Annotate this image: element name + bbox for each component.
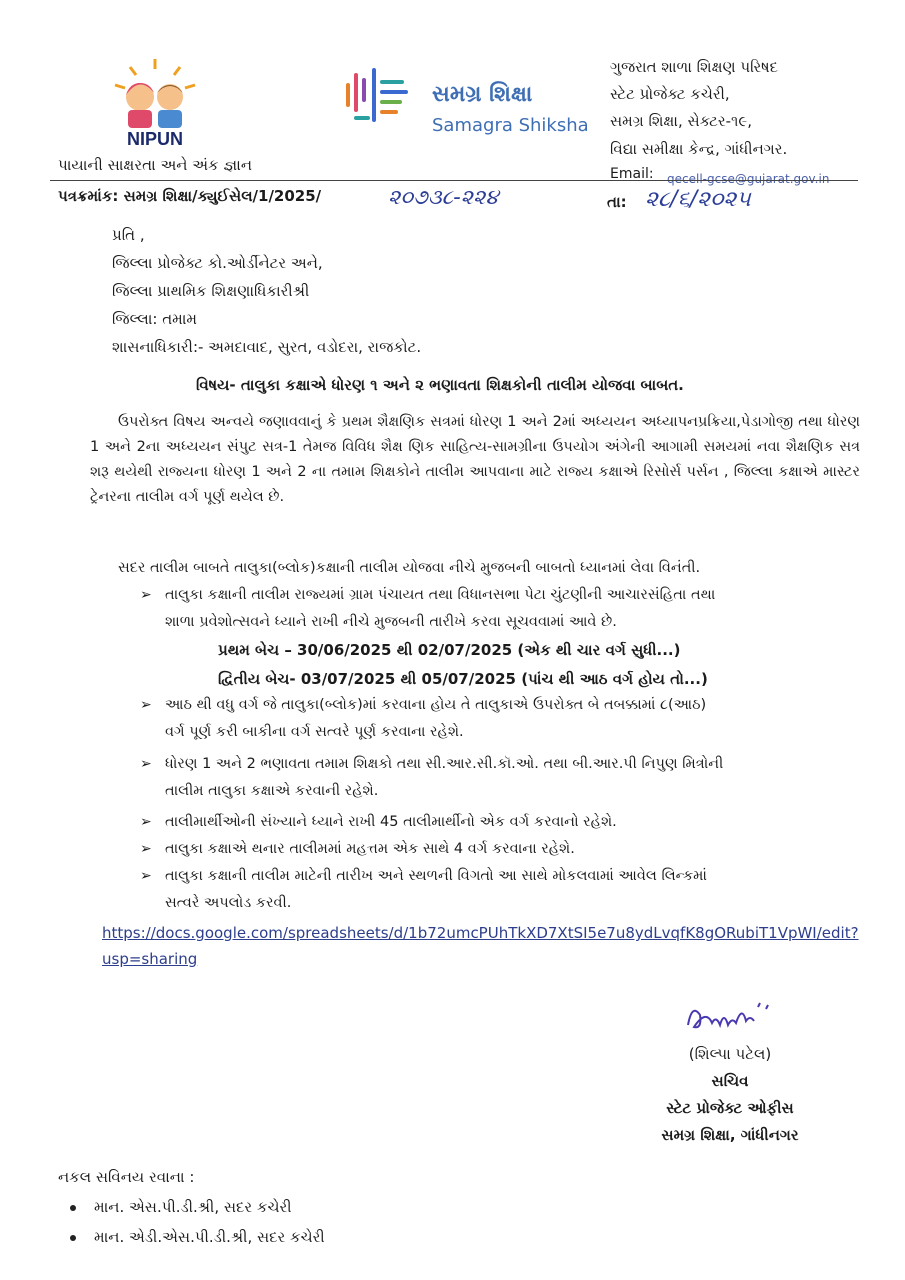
samagra-shiksha-logo: [340, 60, 410, 130]
email-label: Email:: [610, 166, 654, 182]
bullet-text: ધોરણ 1 અને 2 ભણાવતા તમામ શિક્ષકો તથા સી.આર.સી.કૉ.ઓ. તથા બી.આર.પી નિપુણ મિત્રોની: [165, 756, 724, 772]
bullet-text: આઠ થી વધુ વર્ગ જે તાલુકા(બ્લોક)માં કરવાના હોય તે તાલુકાએ ઉપરોક્ત બે તબક્કામાં ૮(આઠ): [165, 697, 707, 713]
google-sheet-link[interactable]: https://docs.google.com/spreadsheets/d/1b72umcPUhTkXD7XtSI5e7u8ydLvqfK8gORubiT1VpWI/edit?usp=sharing: [102, 924, 859, 968]
address-line: જિલ્લા: તમામ: [112, 310, 198, 328]
bullet-text: તાલીમ તાલુકા કક્ષાએ કરવાની રહેશે.: [165, 783, 379, 799]
bullet-text: તાલુકા કક્ષાની તાલીમ રાજ્યમાં ગ્રામ પંચાયત તથા વિધાનસભા પેટા ચુંટણીની આચારસંહિતા તથા: [165, 587, 716, 603]
bullet-text: તાલુકા કક્ષાની તાલીમ માટેની તારીખ અને સ્થળની વિગતો આ સાથે મોકલવામાં આવેલ લિન્કમાં: [165, 868, 707, 884]
bullet-text: તાલુકા કક્ષાએ થનાર તાલીમમાં મહત્તમ એક સાથે 4 વર્ગ કરવાના રહેશે.: [165, 841, 575, 857]
nipun-logo-text: NIPUN: [126, 129, 184, 149]
arrow-bullet-icon: ➢: [140, 756, 152, 772]
address-line: જિલ્લા પ્રોજેક્ટ કો.ઓર્ડીનેટર અને,: [112, 254, 323, 272]
subject-line: વિષય- તાલુકા કક્ષાએ ધોરણ ૧ અને ૨ ભણાવતા શિક્ષકોની તાલીમ યોજવા બાબત.: [196, 376, 684, 394]
samagra-shiksha-name-gujarati: સમગ્ર શિક્ષા: [432, 82, 533, 107]
office-line: સમગ્ર શિક્ષા, સેક્ટર-૧૯,: [610, 112, 753, 130]
copy-heading: નકલ સવિનય રવાના :: [58, 1168, 195, 1186]
signatory-office: સ્ટેટ પ્રોજેક્ટ ઓફીસ: [666, 1099, 794, 1117]
address-line: શાસનાધિકારી:- અમદાવાદ, સુરત, વડોદરા, રાજકોટ.: [112, 338, 422, 356]
signatory-designation: સચિવ: [711, 1072, 749, 1090]
arrow-bullet-icon: ➢: [140, 697, 152, 713]
handwritten-signature: [680, 995, 780, 1040]
date-label: તા:: [607, 193, 627, 211]
reference-number-handwritten: ૨૦૭૩૮-૨૨૪: [388, 185, 499, 209]
arrow-bullet-icon: ➢: [140, 814, 152, 830]
copy-item-text: માન. એડી.એસ.પી.ડી.શ્રી, સદર કચેરી: [94, 1228, 325, 1246]
bullet-dot-icon: [70, 1205, 76, 1211]
copy-list-item: [70, 1198, 292, 1216]
bullet-text: તાલીમાર્થીઓની સંખ્યાને ધ્યાને રાખી 45 તાલીમાર્થીનો એક વર્ગ કરવાનો રહેશે.: [165, 814, 617, 830]
office-line: ગુજરાત શાળા શિક્ષણ પરિષદ: [610, 58, 779, 76]
nipun-tagline: પાયાની સાક્ષરતા અને અંક જ્ઞાન: [58, 156, 252, 174]
address-line: જિલ્લા પ્રાથમિક શિક્ષણાધિકારીશ્રી: [112, 282, 310, 300]
nipun-logo: [100, 55, 210, 150]
signatory-name: (શિલ્પા પટેલ): [688, 1045, 772, 1063]
bullet-text: વર્ગ પૂર્ણ કરી બાકીના વર્ગ સત્વરે પૂર્ણ કરવાના રહેશે.: [165, 724, 464, 740]
batch-second: દ્વિતીય બેચ- 03/07/2025 થી 05/07/2025 (પાંચ થી આઠ વર્ગ હોય તો...): [218, 670, 708, 688]
office-line: વિદ્યા સમીક્ષા કેન્દ્ર, ગાંધીનગર.: [610, 140, 788, 158]
address-to: પ્રતિ ,: [112, 226, 145, 244]
bullet-text: સત્વરે અપલોડ કરવી.: [165, 895, 292, 911]
office-line: સ્ટેટ પ્રોજેક્ટ કચેરી,: [610, 85, 730, 103]
signatory-place: સમગ્ર શિક્ષા, ગાંધીનગર: [661, 1126, 799, 1144]
batch-first: પ્રથમ બેચ – 30/06/2025 થી 02/07/2025 (એક થી ચાર વર્ગ સુધી...): [218, 641, 681, 659]
bullet-text: શાળા પ્રવેશોત્સવને ધ્યાને રાખી નીચે મુજબની તારીખે કરવા સૂચવવામાં આવે છે.: [165, 614, 617, 630]
bullet-dot-icon: [70, 1235, 76, 1241]
arrow-bullet-icon: ➢: [140, 868, 152, 884]
arrow-bullet-icon: ➢: [140, 841, 152, 857]
copy-item-text: માન. એસ.પી.ડી.શ્રી, સદર કચેરી: [94, 1198, 292, 1216]
samagra-shiksha-name-english: Samagra Shiksha: [432, 115, 589, 136]
header-divider: [50, 180, 858, 181]
reference-label: પત્રક્રમાંક: સમગ્ર શિક્ષા/ક્યુઈસેલ/1/2025/: [58, 187, 322, 205]
email-link[interactable]: qecell-gcse@gujarat.gov.in: [667, 172, 830, 186]
date-handwritten: ૨૮/૬/૨૦૨૫: [645, 187, 751, 212]
copy-list-item: [70, 1228, 325, 1246]
body-paragraph: ઉપરોક્ત વિષય અન્વયે જણાવવાનું કે પ્રથમ શૈક્ષણિક સત્રમાં ધોરણ 1 અને 2માં અધ્યયન અધ્યાપનપ્રક્રિયા,પેડાગોજી તથા ધોરણ 1 અને 2ના અધ્યયન સંપુટ સત્ર-1 તેમજ વિવિધ શૈક્ષ ણિક સાહિત્ય-સામગ્રીના ઉપયોગ અંગેની આગામી સમયમાં નવા શૈક્ષણિક સત્ર શરૂ થયેથી રાજ્યના ધોરણ 1 અને 2 ના તમામ શિક્ષકોને તાલીમ આપવાના માટે રાજ્ય કક્ષાએ રિસોર્સ પર્સન , જિલ્લા કક્ષાએ માસ્ટર ટ્રેનરના તાલીમ વર્ગ પૂર્ણ થયેલ છે.: [90, 414, 860, 505]
arrow-bullet-icon: ➢: [140, 587, 152, 603]
body-paragraph: સદર તાલીમ બાબતે તાલુકા(બ્લોક)કક્ષાની તાલીમ યોજવા નીચે મુજબની બાબતો ધ્યાનમાં લેવા વિનંતી.: [118, 560, 701, 576]
